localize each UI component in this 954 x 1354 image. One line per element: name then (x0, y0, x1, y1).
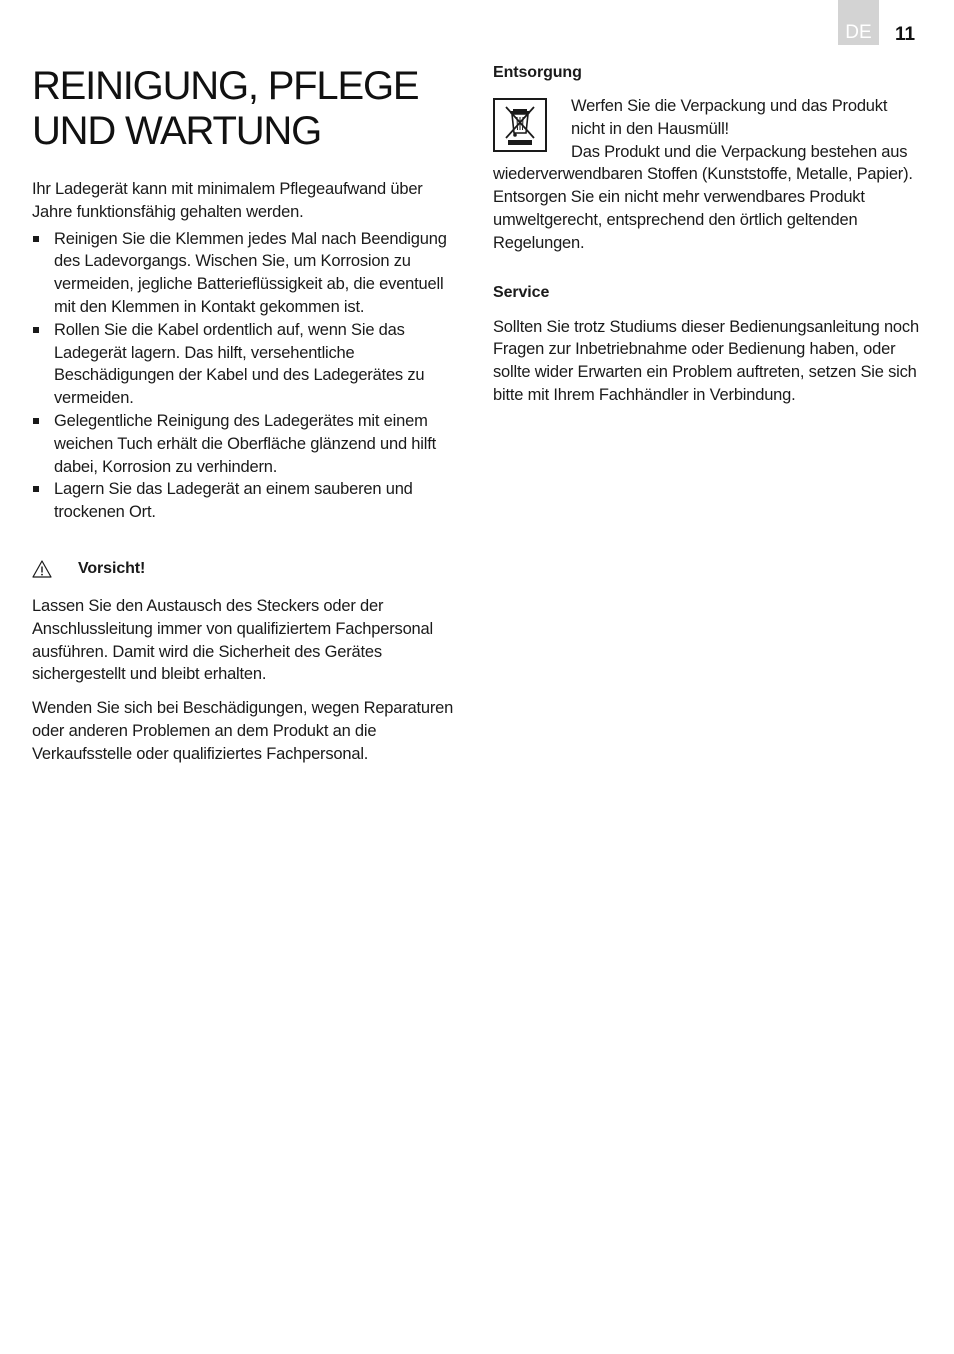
care-instructions-list (32, 228, 462, 524)
service-paragraph: Sollten Sie trotz Studiums dieser Bedienungsanleitung noch Fragen zur Inbetriebnahme oder Bedienung haben, oder sollte wider Erwarten ein Problem auftreten, setzen Sie sich bitte mit Ihrem Fachhändler in Verbindung. (493, 317, 919, 404)
list-item-text: Lagern Sie das Ladegerät an einem sauberen und trockenen Ort. (54, 480, 413, 522)
caution-paragraph: Lassen Sie den Austausch des Steckers oder der Anschlussleitung immer von qualifiziertem Fachpersonal ausführen. Damit wird die Sicherheit des Gerätes sichergestellt und bleibt erhalten. (32, 596, 433, 684)
list-item (32, 478, 462, 524)
disposal-section (493, 95, 921, 255)
disposal-heading: Entsorgung (493, 64, 582, 81)
page-title (32, 64, 462, 154)
title-line: REINIGUNG, PFLEGE (32, 64, 419, 108)
page-number: 11 (895, 24, 916, 45)
square-bullet-icon (33, 327, 39, 333)
disposal-text: Werfen Sie die Verpackung und das Produkt nicht in den Hausmüll! (571, 97, 888, 138)
service-heading: Service (493, 283, 550, 301)
disposal-text: Das Produkt und die Verpackung bestehen aus wiederverwendbaren Stoffen (Kunststoffe, Metalle, Papier). (493, 142, 913, 184)
disposal-text: Entsorgen Sie ein nicht mehr verwendbares Produkt umweltgerecht, entsprechend den örtlich geltenden Regelungen. (493, 188, 865, 252)
left-column (32, 178, 462, 766)
crossed-out-wheelie-bin-icon (493, 98, 547, 152)
language-tab (838, 0, 879, 45)
list-item-text: Gelegentliche Reinigung des Ladegerätes mit einem weichen Tuch erhält die Oberfläche glänzend und hilft dabei, Korrosion zu verhindern. (54, 411, 436, 476)
list-item (32, 410, 462, 478)
title-line: UND WARTUNG (32, 109, 322, 153)
caution-paragraph: Wenden Sie sich bei Beschädigungen, wegen Reparaturen oder anderen Problemen an dem Produkt an die Verkaufsstelle oder qualifiziertes Fachpersonal. (32, 699, 454, 763)
square-bullet-icon (33, 486, 39, 492)
right-column (493, 62, 921, 407)
list-item (32, 319, 462, 410)
language-label: DE (845, 22, 872, 43)
list-item-text: Reinigen Sie die Klemmen jedes Mal nach Beendigung des Ladevorgangs. Wischen Sie, um Korrosion zu vermeiden, jegliche Batterieflüssigkeit ab, die eventuell mit den Klemmen in Kontakt gekommen ist. (54, 229, 447, 316)
square-bullet-icon (33, 418, 39, 424)
list-item-text: Rollen Sie die Kabel ordentlich auf, wenn Sie das Ladegerät lagern. Das hilft, versehentliche Beschädigungen der Kabel und des Ladegerätes zu vermeiden. (54, 320, 425, 408)
list-item (32, 228, 462, 319)
warning-triangle-icon (32, 560, 52, 578)
caution-heading (32, 557, 462, 581)
caution-title: Vorsicht! (78, 559, 146, 577)
intro-paragraph: Ihr Ladegerät kann mit minimalem Pflegeaufwand über Jahre funktionsfähig gehalten werden. (32, 180, 423, 221)
square-bullet-icon (33, 236, 39, 242)
